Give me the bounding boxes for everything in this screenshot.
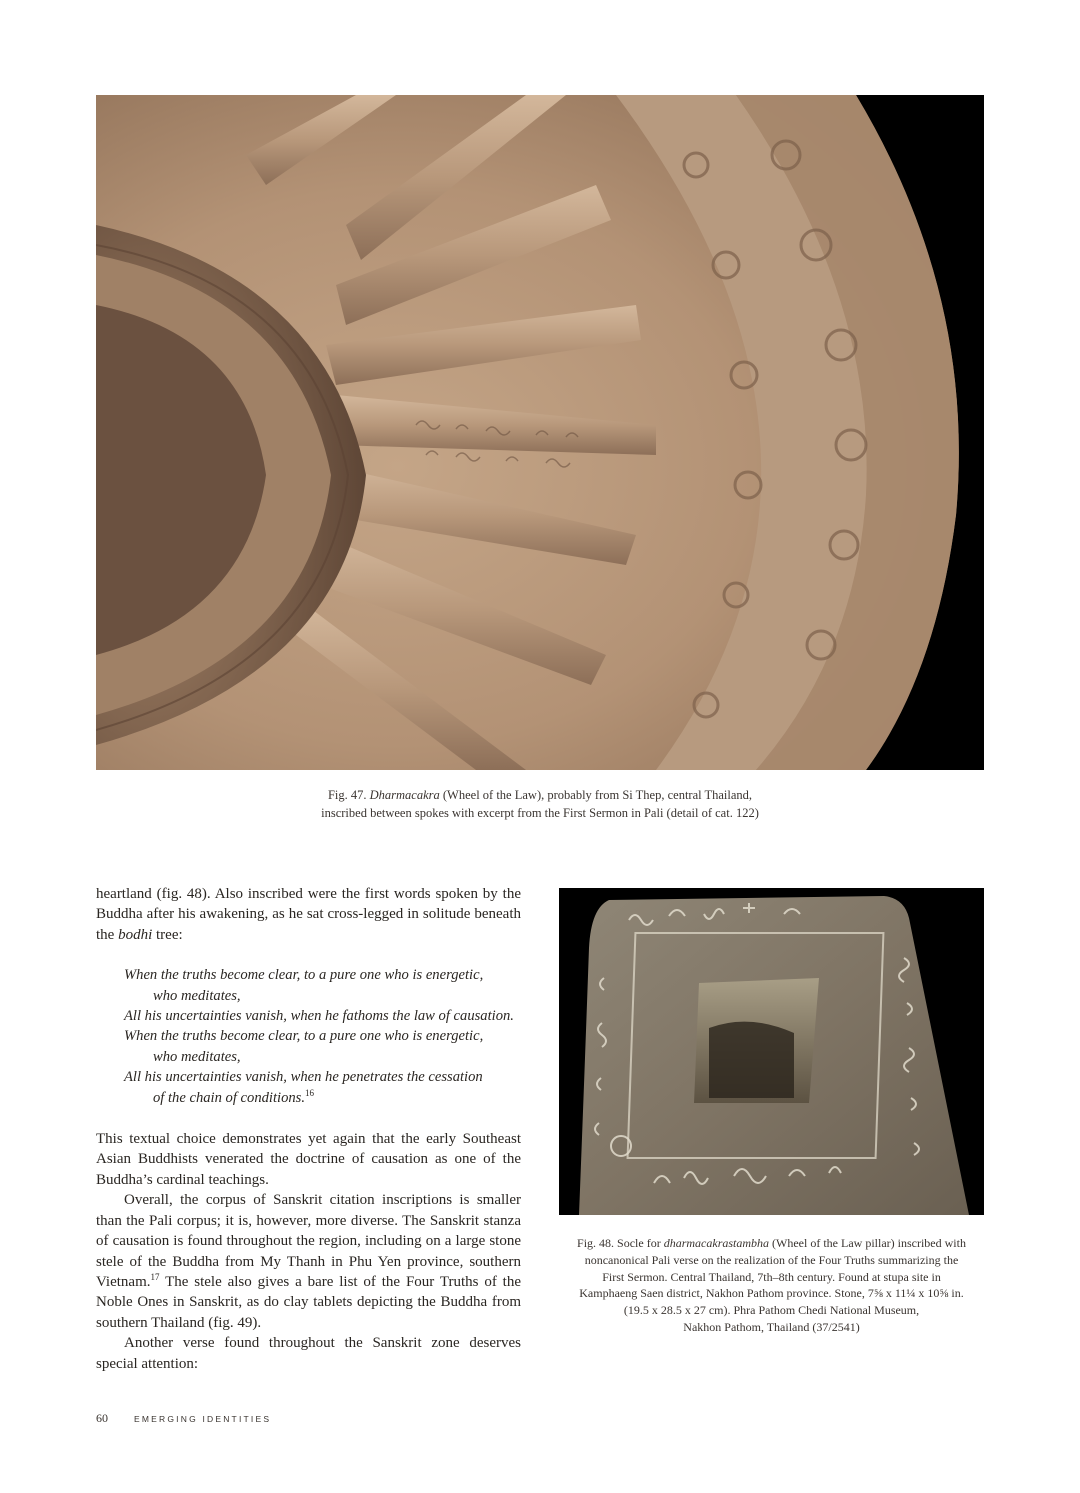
verse-line: who meditates, xyxy=(153,987,241,1004)
running-section-title: EMERGING IDENTITIES xyxy=(134,1414,272,1424)
footnote-ref: 17 xyxy=(150,1271,160,1282)
figure-47-dharmacakra-photo xyxy=(96,95,984,770)
caption-line: Fig. 48. Socle for dharmacakrastambha (Wheel of the Law pillar) inscribed with xyxy=(577,1236,966,1250)
body-text-column xyxy=(96,884,521,1374)
page-footer xyxy=(96,1411,271,1426)
caption-line: Kamphaeng Saen district, Nakhon Pathom province. Stone, 7⅝ x 11¼ x 10⅝ in. xyxy=(579,1286,964,1301)
paragraph: Another verse found throughout the Sanskrit zone deserves special attention: xyxy=(96,1335,521,1372)
paragraph: Overall, the corpus of Sanskrit citation inscriptions is smaller than the Pali corpus; it is, however, more diverse. The Sanskrit stanza of causation is found throughout the region, including on a large stone stele of the Buddha from My Thanh in Phu Yen province, southern Vietnam.$^{17}$ The stele also gives a bare list of the Four Truths of the Noble Ones in Sanskrit, as do clay tablets depicting the Buddha from southern Thailand (fig. 49). xyxy=(96,1192,521,1331)
caption-line: Fig. 47. Dharmacakra (Wheel of the Law), probably from Si Thep, central Thailand, xyxy=(327,788,753,802)
caption-line: (19.5 x 28.5 x 27 cm). Phra Pathom Chedi National Museum, xyxy=(623,1303,920,1318)
verse-block xyxy=(96,965,521,1108)
page-number: 60 xyxy=(96,1411,108,1425)
verse-line: All his uncertainties vanish, when he fathoms the law of causation. xyxy=(124,1008,514,1025)
figure-48-caption xyxy=(559,1235,984,1336)
caption-line: First Sermon. Central Thailand, 7th–8th century. Found at stupa site in xyxy=(602,1269,941,1284)
paragraph: This textual choice demonstrates yet again that the early Southeast Asian Buddhists venerated the doctrine of causation as one of the Buddha’s cardinal teachings. xyxy=(96,1131,521,1188)
paragraph: heartland (fig. 48). Also inscribed were the first words spoken by the Buddha after his awakening, as he sat cross-legged in solitude beneath the bodhi tree: xyxy=(96,886,521,943)
footnote-ref: 16 xyxy=(305,1087,315,1098)
figure-48-socle-photo xyxy=(559,888,984,1215)
caption-line: noncanonical Pali verse on the realization of the Four Truths summarizing the xyxy=(584,1252,959,1267)
caption-line: Nakhon Pathom, Thailand (37/2541) xyxy=(683,1319,860,1334)
verse-line: All his uncertainties vanish, when he penetrates the cessation xyxy=(124,1069,483,1086)
figure-47-caption xyxy=(96,787,984,822)
caption-line: inscribed between spokes with excerpt from the First Sermon in Pali (detail of cat. 122) xyxy=(321,805,759,820)
verse-line: who meditates, xyxy=(153,1048,241,1065)
verse-line: When the truths become clear, to a pure one who is energetic, xyxy=(124,967,484,984)
verse-line: of the chain of conditions.$^{16}$ xyxy=(153,1087,315,1106)
verse-line: When the truths become clear, to a pure one who is energetic, xyxy=(124,1028,484,1045)
